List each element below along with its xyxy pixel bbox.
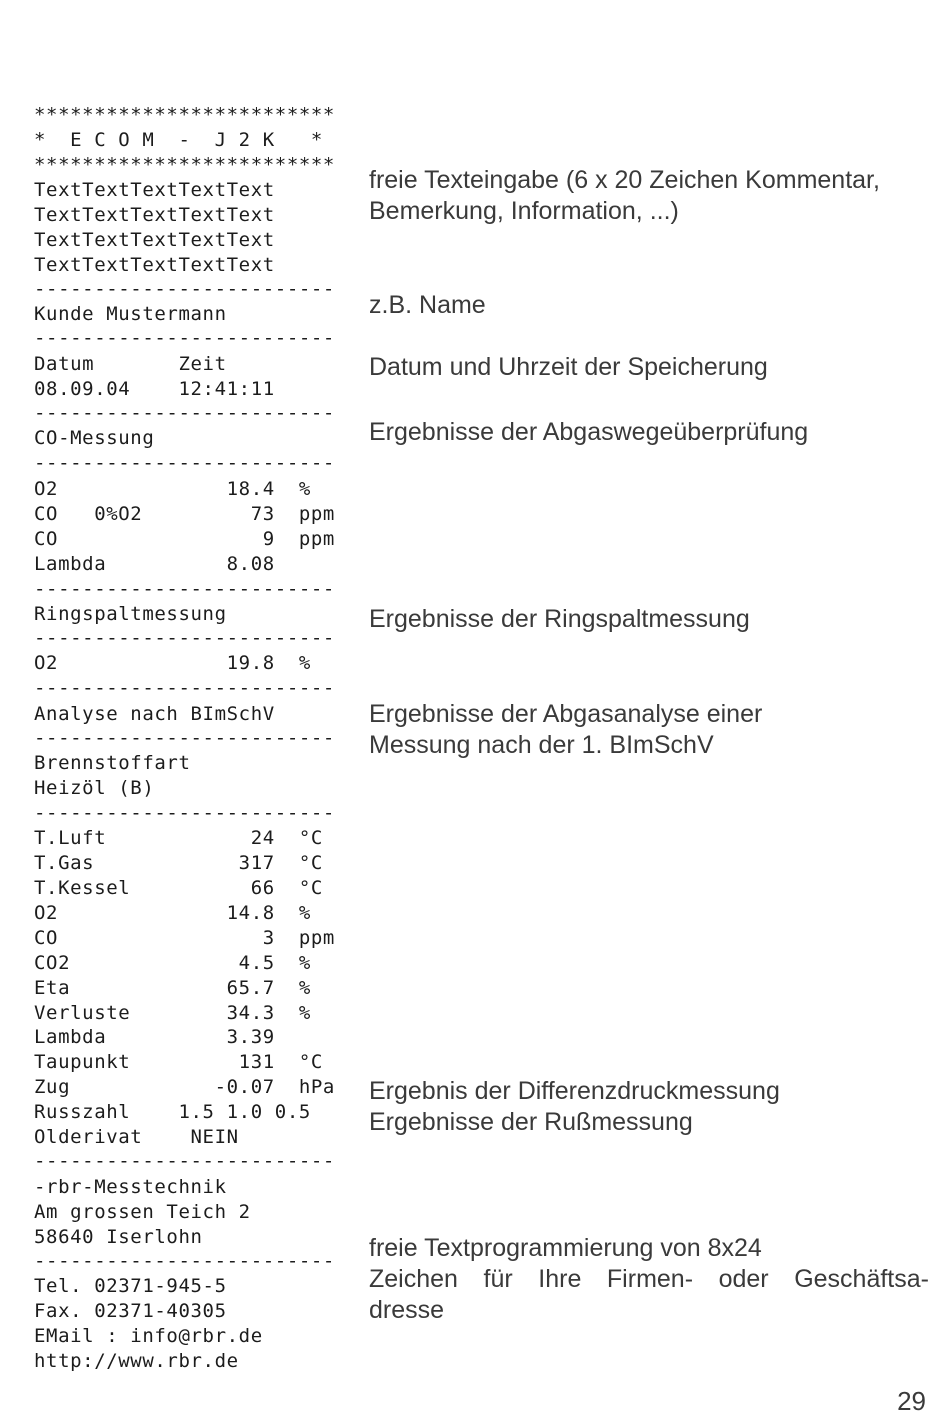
printout-line: Am grossen Teich 2 bbox=[34, 1201, 251, 1223]
note-company-address bbox=[369, 1233, 929, 1326]
note-line: dresse bbox=[369, 1296, 445, 1324]
printout-line: CO2 4.5 % bbox=[34, 952, 311, 974]
printout-line: O2 19.8 % bbox=[34, 652, 311, 674]
printout-line: ------------------------- bbox=[34, 578, 335, 600]
note-name bbox=[369, 290, 929, 321]
note-line: freie Texteingabe (6 x 20 Zeichen Kommentar, bbox=[369, 166, 880, 194]
printout-line: Heizöl (B) bbox=[34, 777, 155, 799]
printout-line: Kunde Mustermann bbox=[34, 303, 227, 325]
note-line: Ergebnis der Differenzdruckmessung bbox=[369, 1077, 780, 1105]
printout-line: TextTextTextTextText bbox=[34, 254, 275, 276]
note-line: Messung nach der 1. BImSchV bbox=[369, 731, 714, 759]
printout-line: ------------------------- bbox=[34, 677, 335, 699]
note-line: Zeichen für Ihre Firmen- oder Geschäftsa- bbox=[369, 1265, 929, 1293]
printout-line: Lambda 3.39 bbox=[34, 1026, 275, 1048]
printout-line: Tel. 02371-945-5 bbox=[34, 1275, 227, 1297]
page-number: 29 bbox=[897, 1386, 926, 1416]
printout-line: O2 14.8 % bbox=[34, 902, 311, 924]
printout-line: Verluste 34.3 % bbox=[34, 1002, 311, 1024]
printout-line: ************************* bbox=[34, 154, 335, 176]
printout-line: T.Gas 317 °C bbox=[34, 852, 323, 874]
printout-line: Analyse nach BImSchV bbox=[34, 703, 275, 725]
printout-line: ------------------------- bbox=[34, 727, 335, 749]
note-draft-soot bbox=[369, 1076, 929, 1138]
printout-line: CO 9 ppm bbox=[34, 528, 335, 550]
printout-line: * E C O M - J 2 K * bbox=[34, 129, 323, 151]
printout-line: TextTextTextTextText bbox=[34, 204, 275, 226]
printout-line: ------------------------- bbox=[34, 1250, 335, 1272]
printout-line: Ringspaltmessung bbox=[34, 603, 227, 625]
printout-line: ------------------------- bbox=[34, 627, 335, 649]
printout-line: Lambda 8.08 bbox=[34, 553, 275, 575]
note-line: Ergebnisse der Abgasanalyse einer bbox=[369, 700, 763, 728]
printout-line: Fax. 02371-40305 bbox=[34, 1300, 227, 1322]
note-line: freie Textprogrammierung von 8x24 bbox=[369, 1234, 762, 1262]
printout-line: Taupunkt 131 °C bbox=[34, 1051, 323, 1073]
printout-line: TextTextTextTextText bbox=[34, 179, 275, 201]
printout-line: CO 3 ppm bbox=[34, 927, 335, 949]
note-flue-gas-analysis bbox=[369, 699, 929, 761]
printout-line: ------------------------- bbox=[34, 402, 335, 424]
printout-line: Russzahl 1.5 1.0 0.5 bbox=[34, 1101, 311, 1123]
printout-line: O2 18.4 % bbox=[34, 478, 311, 500]
note-line: Bemerkung, Information, ...) bbox=[369, 197, 679, 225]
note-annular-gap bbox=[369, 604, 929, 635]
printout-line: Eta 65.7 % bbox=[34, 977, 311, 999]
printout-line: ------------------------- bbox=[34, 1150, 335, 1172]
note-line: Datum und Uhrzeit der Speicherung bbox=[369, 353, 768, 381]
printout-line: EMail : info@rbr.de bbox=[34, 1325, 263, 1347]
note-flue-check bbox=[369, 417, 929, 448]
note-line: Ergebnisse der Ringspaltmessung bbox=[369, 605, 750, 633]
printout-line: http://www.rbr.de bbox=[34, 1350, 239, 1372]
note-date-time bbox=[369, 352, 929, 383]
printout-line: 08.09.04 12:41:11 bbox=[34, 378, 275, 400]
note-line: Ergebnisse der Rußmessung bbox=[369, 1108, 693, 1136]
note-line: Ergebnisse der Abgaswegeüberprüfung bbox=[369, 418, 809, 446]
printout-line: -rbr-Messtechnik bbox=[34, 1176, 227, 1198]
printout-line: Datum Zeit bbox=[34, 353, 227, 375]
printout-line: 58640 Iserlohn bbox=[34, 1226, 203, 1248]
printout-line: CO-Messung bbox=[34, 427, 155, 449]
printout-line: Brennstoffart bbox=[34, 752, 191, 774]
printout-line: ------------------------- bbox=[34, 278, 335, 300]
printout-line: Zug -0.07 hPa bbox=[34, 1076, 335, 1098]
printout-line: T.Luft 24 °C bbox=[34, 827, 323, 849]
printout-line: Olderivat NEIN bbox=[34, 1126, 239, 1148]
printout-line: ------------------------- bbox=[34, 452, 335, 474]
printout-line: T.Kessel 66 °C bbox=[34, 877, 323, 899]
printout-line: TextTextTextTextText bbox=[34, 229, 275, 251]
note-free-text bbox=[369, 165, 929, 227]
printout-line: CO 0%O2 73 ppm bbox=[34, 503, 335, 525]
note-line: z.B. Name bbox=[369, 291, 486, 319]
printout-line: ************************* bbox=[34, 104, 335, 126]
printout-line: ------------------------- bbox=[34, 802, 335, 824]
printout-line: ------------------------- bbox=[34, 327, 335, 349]
